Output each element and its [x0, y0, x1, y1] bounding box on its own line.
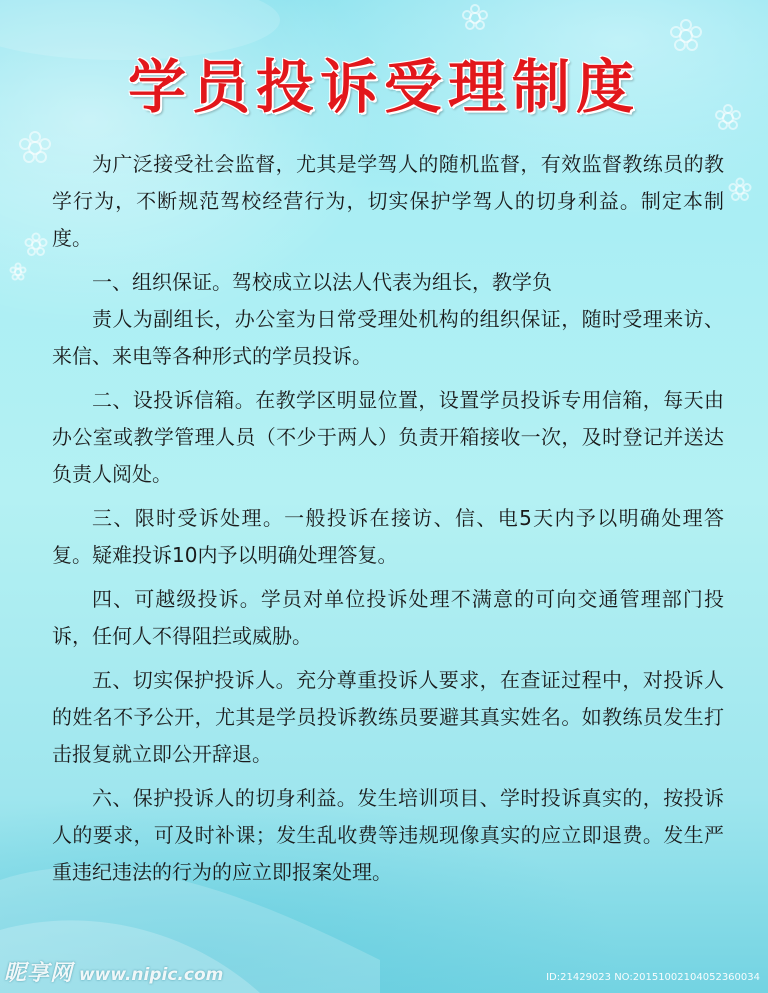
watermark-brand — [4, 956, 223, 987]
paragraph-intro: 为广泛接受社会监督，尤其是学驾人的随机监督，有效监督教练员的教学行为，不断规范驾校经营行为，切实保护学驾人的切身利益。制定本制度。 — [52, 152, 724, 250]
flower-decoration-icon — [20, 132, 50, 162]
page-title: 学员投诉受理制度 — [127, 53, 640, 121]
watermark-id: ID:21429023 NO:20151002104052360034 — [546, 972, 760, 983]
paragraph-section-6: 六、保护投诉人的切身利益。发生培训项目、学时投诉真实的，按投诉人的要求，可及时补课；发生乱收费等违规现像真实的应立即退费。发生严重违纪违法的行为的应立即报案处理。 — [52, 786, 724, 884]
paragraph-section-5: 五、切实保护投诉人。充分尊重投诉人要求，在查证过程中，对投诉人的姓名不予公开，尤其是学员投诉教练员要避其真实姓名。如教练员发生打击报复就立即公开辞退。 — [52, 668, 724, 766]
watermark-url: www.nipic.com — [78, 965, 224, 985]
document-body — [52, 146, 724, 898]
flower-decoration-icon — [26, 234, 47, 256]
paragraph-section-1-cont: 责人为副组长，办公室为日常受理处机构的组织保证，随时受理来访、来信、来电等各种形式的学员投诉。 — [52, 307, 724, 368]
paragraph-section-1: 一、组织保证。驾校成立以法人代表为组长，教学负 — [92, 270, 552, 294]
watermark-logo: 昵享网 — [4, 961, 74, 986]
flower-decoration-icon — [463, 5, 487, 29]
flower-decoration-icon — [730, 179, 751, 201]
paragraph-section-3: 三、限时受诉处理。一般投诉在接访、信、电5天内予以明确处理答复。疑难投诉10内予以明确处理答复。 — [52, 506, 724, 567]
flower-decoration-icon — [11, 264, 26, 280]
paragraph-section-4: 四、可越级投诉。学员对单位投诉处理不满意的可向交通管理部门投诉，任何人不得阻拦或威胁。 — [52, 587, 724, 648]
paragraph-section-2: 二、设投诉信箱。在教学区明显位置，设置学员投诉专用信箱，每天由办公室或教学管理人员（不少于两人）负责开箱接收一次，及时登记并送达负责人阅处。 — [52, 388, 724, 486]
